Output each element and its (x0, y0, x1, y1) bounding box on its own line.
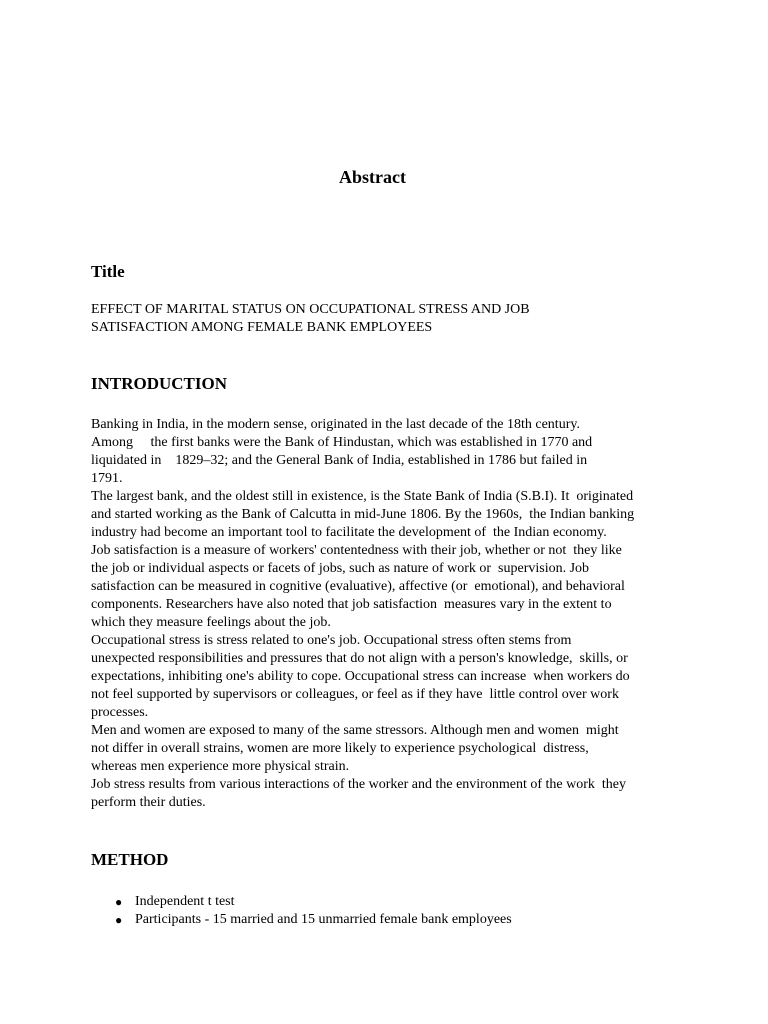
introduction-line: Among the first banks were the Bank of Hindustan, which was established in 1770 and (91, 435, 593, 450)
introduction-line: The largest bank, and the oldest still in existence, is the State Bank of India (S.B.I). It originated (91, 489, 634, 504)
method-heading: METHOD (91, 850, 169, 869)
introduction-line: not feel supported by supervisors or colleagues, or feel as if they have little control over work (91, 687, 619, 702)
introduction-line: 1791. (91, 471, 123, 486)
bullet-icon: ● (115, 913, 123, 927)
introduction-body (91, 416, 691, 812)
introduction-line: processes. (91, 705, 149, 720)
introduction-line: which they measure feelings about the job. (91, 615, 331, 630)
introduction-line: unexpected responsibilities and pressures that do not align with a person's knowledge, skills, or (91, 651, 628, 666)
abstract-heading: Abstract (339, 167, 406, 187)
list-item-text: Independent t test (135, 894, 235, 909)
introduction-line: satisfaction can be measured in cognitive (evaluative), affective (or emotional), and behavioral (91, 579, 625, 594)
introduction-line: components. Researchers have also noted that job satisfaction measures vary in the extent to (91, 597, 612, 612)
list-item-text: Participants - 15 married and 15 unmarried female bank employees (135, 912, 512, 927)
method-list (91, 893, 691, 929)
introduction-line: perform their duties. (91, 795, 206, 810)
introduction-line: the job or individual aspects or facets of jobs, such as nature of work or supervision. Job (91, 561, 590, 576)
title-section-heading: Title (91, 262, 125, 281)
introduction-line: whereas men experience more physical strain. (91, 759, 350, 774)
introduction-line: not differ in overall strains, women are more likely to experience psychological distress, (91, 741, 589, 756)
introduction-line: Occupational stress is stress related to one's job. Occupational stress often stems from (91, 633, 572, 648)
paper-title-line: SATISFACTION AMONG FEMALE BANK EMPLOYEES (91, 320, 433, 335)
introduction-line: liquidated in 1829–32; and the General Bank of India, established in 1786 but failed in (91, 453, 588, 468)
introduction-line: industry had become an important tool to facilitate the development of the Indian economy. (91, 525, 607, 540)
introduction-line: Job stress results from various interactions of the worker and the environment of the work they (91, 777, 626, 792)
introduction-heading: INTRODUCTION (91, 374, 228, 393)
introduction-line: and started working as the Bank of Calcutta in mid-June 1806. By the 1960s, the Indian banking (91, 507, 635, 522)
introduction-line: Men and women are exposed to many of the same stressors. Although men and women might (91, 723, 619, 738)
list-item (91, 911, 691, 929)
list-item (91, 893, 691, 911)
bullet-icon: ● (115, 895, 123, 909)
paper-title-line: EFFECT OF MARITAL STATUS ON OCCUPATIONAL STRESS AND JOB (91, 302, 530, 317)
introduction-line: Banking in India, in the modern sense, originated in the last decade of the 18th century. (91, 417, 580, 432)
introduction-line: expectations, inhibiting one's ability to cope. Occupational stress can increase when workers do (91, 669, 630, 684)
introduction-line: Job satisfaction is a measure of workers' contentedness with their job, whether or not they like (91, 543, 622, 558)
paper-title (91, 301, 691, 337)
